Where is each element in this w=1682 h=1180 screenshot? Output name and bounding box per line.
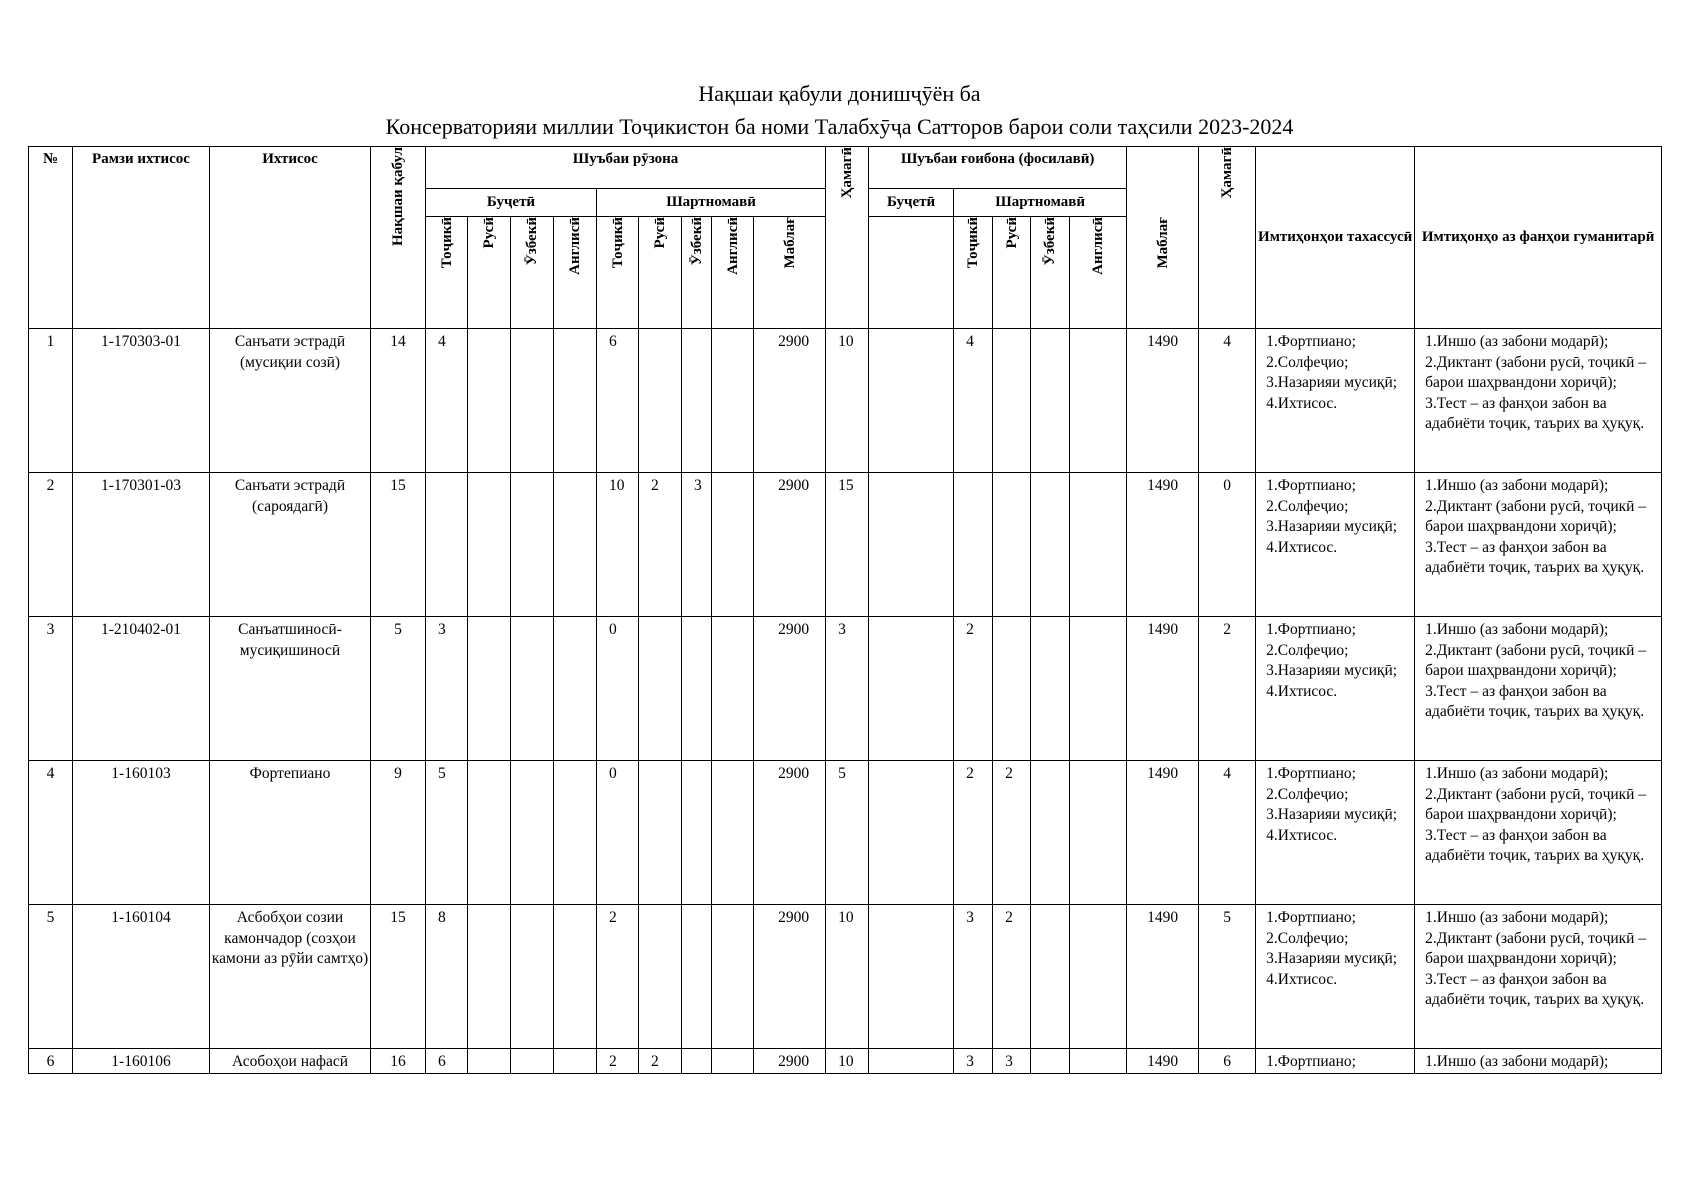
cell-ft-budget-tajik: 5 bbox=[426, 761, 468, 905]
table-row bbox=[29, 905, 1662, 1049]
cell-ft-budget-russian bbox=[468, 761, 511, 905]
cell-dt-contract-english bbox=[1070, 329, 1127, 473]
cell-ft-contract-tajik: 0 bbox=[597, 761, 639, 905]
cell-dt-total: 6 bbox=[1199, 1049, 1256, 1074]
header-distance: Шуъбаи ғоибона (фосилавӣ) bbox=[869, 147, 1127, 189]
header-ft-budget-uzbek-label: Ӯзбекӣ bbox=[524, 217, 540, 266]
document-title-line2: Консерваторияи миллии Тоҷикистон ба номи Талабхӯҷа Сатторов барои соли таҳсили 2023-2024 bbox=[385, 114, 1294, 139]
header-dt-contract-tajik-label: Тоҷикӣ bbox=[965, 217, 982, 269]
exam-special-item: 1.Фортпиано; bbox=[1266, 333, 1356, 350]
exam-humanities-item: 1.Иншо (аз забони модарӣ); bbox=[1425, 1053, 1609, 1070]
cell-exams-humanities bbox=[1415, 617, 1662, 761]
header-dt-contract-uzbek-label: Ӯзбекӣ bbox=[1042, 217, 1059, 266]
exam-humanities-item: 2.Диктант (забони русӣ, тоҷикӣ – барои шаҳрвандони хориҷӣ); bbox=[1425, 353, 1650, 391]
cell-ft-contract-tajik: 10 bbox=[597, 473, 639, 617]
exam-humanities-item: 1.Иншо (аз забони модарӣ); bbox=[1425, 765, 1609, 782]
cell-number: 1 bbox=[29, 329, 73, 473]
cell-dt-contract-uzbek bbox=[1031, 905, 1070, 1049]
cell-dt-fee: 1490 bbox=[1127, 905, 1199, 1049]
header-dt-contract-tajik bbox=[954, 217, 993, 329]
header-ft-budget-english bbox=[554, 217, 597, 329]
header-exams-humanities: Имтиҳонҳо аз фанҳои гуманитарӣ bbox=[1415, 147, 1662, 329]
header-ft-contract-english bbox=[712, 217, 754, 329]
header-specialty: Ихтисос bbox=[210, 147, 371, 329]
header-ft-budget-russian bbox=[468, 217, 511, 329]
cell-ft-budget-english bbox=[554, 617, 597, 761]
cell-ft-contract-uzbek bbox=[682, 761, 712, 905]
cell-ft-total: 3 bbox=[826, 617, 869, 761]
cell-dt-contract-russian bbox=[993, 329, 1031, 473]
cell-dt-contract-uzbek bbox=[1031, 1049, 1070, 1074]
cell-number: 2 bbox=[29, 473, 73, 617]
header-ft-total bbox=[826, 147, 869, 329]
cell-number: 4 bbox=[29, 761, 73, 905]
cell-exams-special bbox=[1256, 1049, 1415, 1074]
cell-exams-special bbox=[1256, 905, 1415, 1049]
header-dt-contract-english-label: Англисӣ bbox=[1090, 217, 1107, 275]
cell-ft-budget-uzbek bbox=[511, 761, 554, 905]
cell-number: 3 bbox=[29, 617, 73, 761]
cell-dt-fee: 1490 bbox=[1127, 473, 1199, 617]
header-dt-total bbox=[1199, 147, 1256, 329]
cell-dt-contract-english bbox=[1070, 473, 1127, 617]
header-ft-contract-russian bbox=[639, 217, 682, 329]
cell-ft-contract-english bbox=[712, 1049, 754, 1074]
cell-dt-contract-english bbox=[1070, 761, 1127, 905]
cell-dt-contract-uzbek bbox=[1031, 761, 1070, 905]
cell-exams-humanities bbox=[1415, 329, 1662, 473]
cell-ft-budget-english bbox=[554, 761, 597, 905]
cell-ft-budget-tajik: 4 bbox=[426, 329, 468, 473]
cell-dt-fee: 1490 bbox=[1127, 329, 1199, 473]
cell-ft-fee: 2900 bbox=[754, 617, 826, 761]
cell-exams-special bbox=[1256, 473, 1415, 617]
header-dt-fee-label: Маблағ bbox=[1154, 216, 1171, 269]
cell-ft-budget-russian bbox=[468, 1049, 511, 1074]
table-body bbox=[29, 329, 1662, 1074]
table-row bbox=[29, 617, 1662, 761]
table-row bbox=[29, 1049, 1662, 1074]
cell-ft-budget-uzbek bbox=[511, 905, 554, 1049]
cell-ft-contract-uzbek bbox=[682, 905, 712, 1049]
exam-humanities-item: 3.Тест – аз фанҳои забон ва адабиёти тоҷик, таърих ва ҳуқуқ. bbox=[1425, 826, 1645, 864]
cell-exams-special bbox=[1256, 761, 1415, 905]
cell-ft-contract-russian bbox=[639, 617, 682, 761]
exam-special-item: 3.Назарияи мусиқӣ; bbox=[1266, 662, 1398, 679]
cell-ft-contract-tajik: 0 bbox=[597, 617, 639, 761]
cell-ft-contract-russian: 2 bbox=[639, 1049, 682, 1074]
cell-dt-contract-russian: 2 bbox=[993, 905, 1031, 1049]
header-ft-fee-label: Маблағ bbox=[781, 217, 798, 269]
cell-ft-total: 10 bbox=[826, 329, 869, 473]
cell-dt-contract-uzbek bbox=[1031, 473, 1070, 617]
exam-special-item: 4.Ихтисос. bbox=[1266, 538, 1338, 556]
header-dt-total-label: Ҳамагӣ bbox=[1219, 147, 1236, 199]
exam-special-item: 1.Фортпиано; bbox=[1266, 477, 1356, 494]
exam-special-item: 3.Назарияи мусиқӣ; bbox=[1266, 518, 1398, 535]
header-dt-budget-blank bbox=[869, 217, 954, 329]
exam-special-item: 4.Ихтисос. bbox=[1266, 970, 1338, 988]
table-row bbox=[29, 329, 1662, 473]
cell-dt-contract-english bbox=[1070, 617, 1127, 761]
header-ft-budget-tajik-label: Тоҷикӣ bbox=[438, 217, 455, 269]
cell-dt-contract-tajik: 3 bbox=[954, 905, 993, 1049]
cell-dt-budget bbox=[869, 761, 954, 905]
header-ft-budget: Буҷетӣ bbox=[426, 189, 597, 217]
exam-special-item: 3.Назарияи мусиқӣ; bbox=[1266, 374, 1398, 391]
cell-ft-contract-english bbox=[712, 905, 754, 1049]
cell-ft-contract-uzbek bbox=[682, 617, 712, 761]
header-ft-budget-uzbek bbox=[511, 217, 554, 329]
header-fulltime: Шуъбаи рӯзона bbox=[426, 147, 826, 189]
exam-special-item: 2.Солфеҷио; bbox=[1266, 353, 1349, 371]
cell-dt-total: 4 bbox=[1199, 329, 1256, 473]
cell-dt-contract-uzbek bbox=[1031, 329, 1070, 473]
cell-ft-total: 10 bbox=[826, 1049, 869, 1074]
header-dt-contract-russian bbox=[993, 217, 1031, 329]
header-ft-contract-tajik bbox=[597, 217, 639, 329]
cell-ft-budget-uzbek bbox=[511, 617, 554, 761]
exam-humanities-item: 3.Тест – аз фанҳои забон ва адабиёти тоҷик, таърих ва ҳуқуқ. bbox=[1425, 682, 1645, 720]
exam-humanities-item: 2.Диктант (забони русӣ, тоҷикӣ – барои шаҳрвандони хориҷӣ); bbox=[1425, 785, 1650, 823]
cell-dt-fee: 1490 bbox=[1127, 617, 1199, 761]
cell-code: 1-160106 bbox=[73, 1049, 210, 1074]
cell-ft-budget-tajik: 3 bbox=[426, 617, 468, 761]
exam-special-item: 1.Фортпиано; bbox=[1266, 1053, 1356, 1070]
exam-special-item: 4.Ихтисос. bbox=[1266, 682, 1338, 700]
cell-ft-budget-uzbek bbox=[511, 1049, 554, 1074]
header-dt-contract: Шартномавӣ bbox=[954, 189, 1127, 217]
header-dt-contract-english bbox=[1070, 217, 1127, 329]
cell-plan: 15 bbox=[371, 905, 426, 1049]
table-row bbox=[29, 761, 1662, 905]
exam-humanities-item: 3.Тест – аз фанҳои забон ва адабиёти тоҷик, таърих ва ҳуқуқ. bbox=[1425, 394, 1645, 432]
exam-humanities-item: 2.Диктант (забони русӣ, тоҷикӣ – барои шаҳрвандони хориҷӣ); bbox=[1425, 929, 1650, 967]
cell-exams-humanities bbox=[1415, 761, 1662, 905]
header-ft-contract: Шартномавӣ bbox=[597, 189, 826, 217]
cell-code: 1-160104 bbox=[73, 905, 210, 1049]
header-ft-contract-english-label: Англисӣ bbox=[724, 217, 741, 275]
header-dt-fee-spacer bbox=[1127, 147, 1199, 217]
cell-plan: 15 bbox=[371, 473, 426, 617]
document-title-line1: Нақшаи қабули донишҷӯён ба bbox=[698, 81, 981, 106]
cell-ft-total: 5 bbox=[826, 761, 869, 905]
cell-ft-budget-uzbek bbox=[511, 473, 554, 617]
cell-exams-special bbox=[1256, 617, 1415, 761]
exam-humanities-item: 1.Иншо (аз забони модарӣ); bbox=[1425, 621, 1609, 638]
cell-ft-fee: 2900 bbox=[754, 905, 826, 1049]
cell-ft-contract-tajik: 2 bbox=[597, 905, 639, 1049]
cell-dt-fee: 1490 bbox=[1127, 1049, 1199, 1074]
header-plan bbox=[371, 147, 426, 329]
exam-humanities-item: 2.Диктант (забони русӣ, тоҷикӣ – барои шаҳрвандони хориҷӣ); bbox=[1425, 641, 1650, 679]
cell-ft-budget-english bbox=[554, 329, 597, 473]
exam-humanities-item: 1.Иншо (аз забони модарӣ); bbox=[1425, 333, 1609, 350]
cell-ft-contract-uzbek: 3 bbox=[682, 473, 712, 617]
header-plan-label: Нақшаи қабул bbox=[390, 147, 406, 246]
cell-ft-fee: 2900 bbox=[754, 1049, 826, 1074]
cell-code: 1-170301-03 bbox=[73, 473, 210, 617]
header-ft-budget-english-label: Англисӣ bbox=[567, 217, 583, 275]
exam-special-item: 4.Ихтисос. bbox=[1266, 826, 1338, 844]
cell-ft-contract-tajik: 2 bbox=[597, 1049, 639, 1074]
admission-plan-table bbox=[28, 146, 1662, 1074]
cell-dt-contract-russian bbox=[993, 617, 1031, 761]
exam-special-item: 4.Ихтисос. bbox=[1266, 394, 1338, 412]
cell-plan: 14 bbox=[371, 329, 426, 473]
cell-exams-special bbox=[1256, 329, 1415, 473]
cell-dt-contract-tajik: 3 bbox=[954, 1049, 993, 1074]
cell-ft-contract-russian bbox=[639, 905, 682, 1049]
cell-dt-contract-tajik bbox=[954, 473, 993, 617]
cell-dt-contract-russian: 2 bbox=[993, 761, 1031, 905]
cell-ft-budget-english bbox=[554, 1049, 597, 1074]
cell-ft-budget-english bbox=[554, 473, 597, 617]
cell-ft-contract-uzbek bbox=[682, 1049, 712, 1074]
cell-dt-fee: 1490 bbox=[1127, 761, 1199, 905]
cell-dt-budget bbox=[869, 617, 954, 761]
cell-dt-total: 0 bbox=[1199, 473, 1256, 617]
cell-exams-humanities bbox=[1415, 1049, 1662, 1074]
cell-ft-fee: 2900 bbox=[754, 473, 826, 617]
header-ft-contract-uzbek-label: Ӯзбекӣ bbox=[688, 217, 705, 266]
cell-ft-budget-russian bbox=[468, 329, 511, 473]
header-dt-budget: Буҷетӣ bbox=[869, 189, 954, 217]
cell-code: 1-170303-01 bbox=[73, 329, 210, 473]
cell-ft-total: 15 bbox=[826, 473, 869, 617]
cell-ft-contract-russian bbox=[639, 761, 682, 905]
exam-special-item: 2.Солфеҷио; bbox=[1266, 641, 1349, 659]
cell-plan: 16 bbox=[371, 1049, 426, 1074]
exam-humanities-item: 3.Тест – аз фанҳои забон ва адабиёти тоҷик, таърих ва ҳуқуқ. bbox=[1425, 538, 1645, 576]
header-ft-fee bbox=[754, 217, 826, 329]
cell-specialty: Санъати эстрадӣ (сароядагӣ) bbox=[210, 473, 371, 617]
cell-ft-budget-tajik: 8 bbox=[426, 905, 468, 1049]
cell-ft-fee: 2900 bbox=[754, 329, 826, 473]
cell-dt-budget bbox=[869, 1049, 954, 1074]
exam-special-item: 2.Солфеҷио; bbox=[1266, 497, 1349, 515]
exam-humanities-item: 1.Иншо (аз забони модарӣ); bbox=[1425, 909, 1609, 926]
exam-special-item: 3.Назарияи мусиқӣ; bbox=[1266, 950, 1398, 967]
header-ft-total-label: Ҳамагӣ bbox=[839, 147, 856, 199]
cell-ft-contract-english bbox=[712, 329, 754, 473]
exam-special-item: 1.Фортпиано; bbox=[1266, 621, 1356, 638]
header-dt-contract-russian-label: Русӣ bbox=[1003, 217, 1020, 249]
cell-specialty: Санъатшиносӣ-мусиқишиносӣ bbox=[210, 617, 371, 761]
cell-dt-contract-tajik: 2 bbox=[954, 617, 993, 761]
cell-ft-contract-english bbox=[712, 761, 754, 905]
cell-dt-budget bbox=[869, 473, 954, 617]
header-ft-budget-russian-label: Русӣ bbox=[481, 217, 497, 249]
header-code: Рамзи ихтисос bbox=[73, 147, 210, 329]
cell-specialty: Санъати эстрадӣ (мусиқии созӣ) bbox=[210, 329, 371, 473]
cell-ft-total: 10 bbox=[826, 905, 869, 1049]
cell-dt-contract-english bbox=[1070, 905, 1127, 1049]
exam-humanities-item: 1.Иншо (аз забони модарӣ); bbox=[1425, 477, 1609, 494]
header-dt-fee bbox=[1127, 217, 1199, 329]
cell-specialty: Асбобҳои созии камончадор (созҳои камони аз рӯйи самтҳо) bbox=[210, 905, 371, 1049]
header-ft-contract-tajik-label: Тоҷикӣ bbox=[609, 217, 626, 269]
cell-specialty: Фортепиано bbox=[210, 761, 371, 905]
cell-ft-contract-english bbox=[712, 617, 754, 761]
exam-special-item: 1.Фортпиано; bbox=[1266, 909, 1356, 926]
cell-exams-humanities bbox=[1415, 905, 1662, 1049]
header-ft-contract-russian-label: Русӣ bbox=[652, 217, 668, 249]
cell-dt-contract-russian: 3 bbox=[993, 1049, 1031, 1074]
header-exams-special: Имтиҳонҳои тахассусӣ bbox=[1256, 147, 1415, 329]
cell-ft-budget-uzbek bbox=[511, 329, 554, 473]
cell-dt-contract-uzbek bbox=[1031, 617, 1070, 761]
cell-ft-contract-russian bbox=[639, 329, 682, 473]
cell-ft-contract-tajik: 6 bbox=[597, 329, 639, 473]
exam-special-item: 2.Солфеҷио; bbox=[1266, 929, 1349, 947]
cell-ft-budget-english bbox=[554, 905, 597, 1049]
cell-code: 1-210402-01 bbox=[73, 617, 210, 761]
cell-specialty: Асобоҳои нафасӣ bbox=[210, 1049, 371, 1074]
cell-dt-total: 2 bbox=[1199, 617, 1256, 761]
cell-ft-budget-tajik: 6 bbox=[426, 1049, 468, 1074]
cell-dt-contract-russian bbox=[993, 473, 1031, 617]
exam-special-item: 2.Солфеҷио; bbox=[1266, 785, 1349, 803]
cell-ft-contract-english bbox=[712, 473, 754, 617]
cell-ft-budget-russian bbox=[468, 617, 511, 761]
header-ft-contract-uzbek bbox=[682, 217, 712, 329]
cell-dt-budget bbox=[869, 905, 954, 1049]
cell-dt-total: 5 bbox=[1199, 905, 1256, 1049]
exam-humanities-item: 3.Тест – аз фанҳои забон ва адабиёти тоҷик, таърих ва ҳуқуқ. bbox=[1425, 970, 1645, 1008]
exam-humanities-item: 2.Диктант (забони русӣ, тоҷикӣ – барои шаҳрвандони хориҷӣ); bbox=[1425, 497, 1650, 535]
cell-code: 1-160103 bbox=[73, 761, 210, 905]
cell-dt-total: 4 bbox=[1199, 761, 1256, 905]
header-number: № bbox=[29, 147, 73, 329]
cell-ft-budget-tajik bbox=[426, 473, 468, 617]
cell-dt-contract-tajik: 2 bbox=[954, 761, 993, 905]
table-row bbox=[29, 473, 1662, 617]
header-dt-contract-uzbek bbox=[1031, 217, 1070, 329]
exam-special-item: 1.Фортпиано; bbox=[1266, 765, 1356, 782]
cell-plan: 5 bbox=[371, 617, 426, 761]
cell-plan: 9 bbox=[371, 761, 426, 905]
cell-number: 6 bbox=[29, 1049, 73, 1074]
cell-ft-contract-uzbek bbox=[682, 329, 712, 473]
cell-dt-contract-english bbox=[1070, 1049, 1127, 1074]
cell-ft-fee: 2900 bbox=[754, 761, 826, 905]
cell-number: 5 bbox=[29, 905, 73, 1049]
cell-ft-budget-russian bbox=[468, 473, 511, 617]
cell-ft-contract-russian: 2 bbox=[639, 473, 682, 617]
cell-dt-budget bbox=[869, 329, 954, 473]
header-ft-budget-tajik bbox=[426, 217, 468, 329]
exam-special-item: 3.Назарияи мусиқӣ; bbox=[1266, 806, 1398, 823]
cell-ft-budget-russian bbox=[468, 905, 511, 1049]
cell-dt-contract-tajik: 4 bbox=[954, 329, 993, 473]
cell-exams-humanities bbox=[1415, 473, 1662, 617]
